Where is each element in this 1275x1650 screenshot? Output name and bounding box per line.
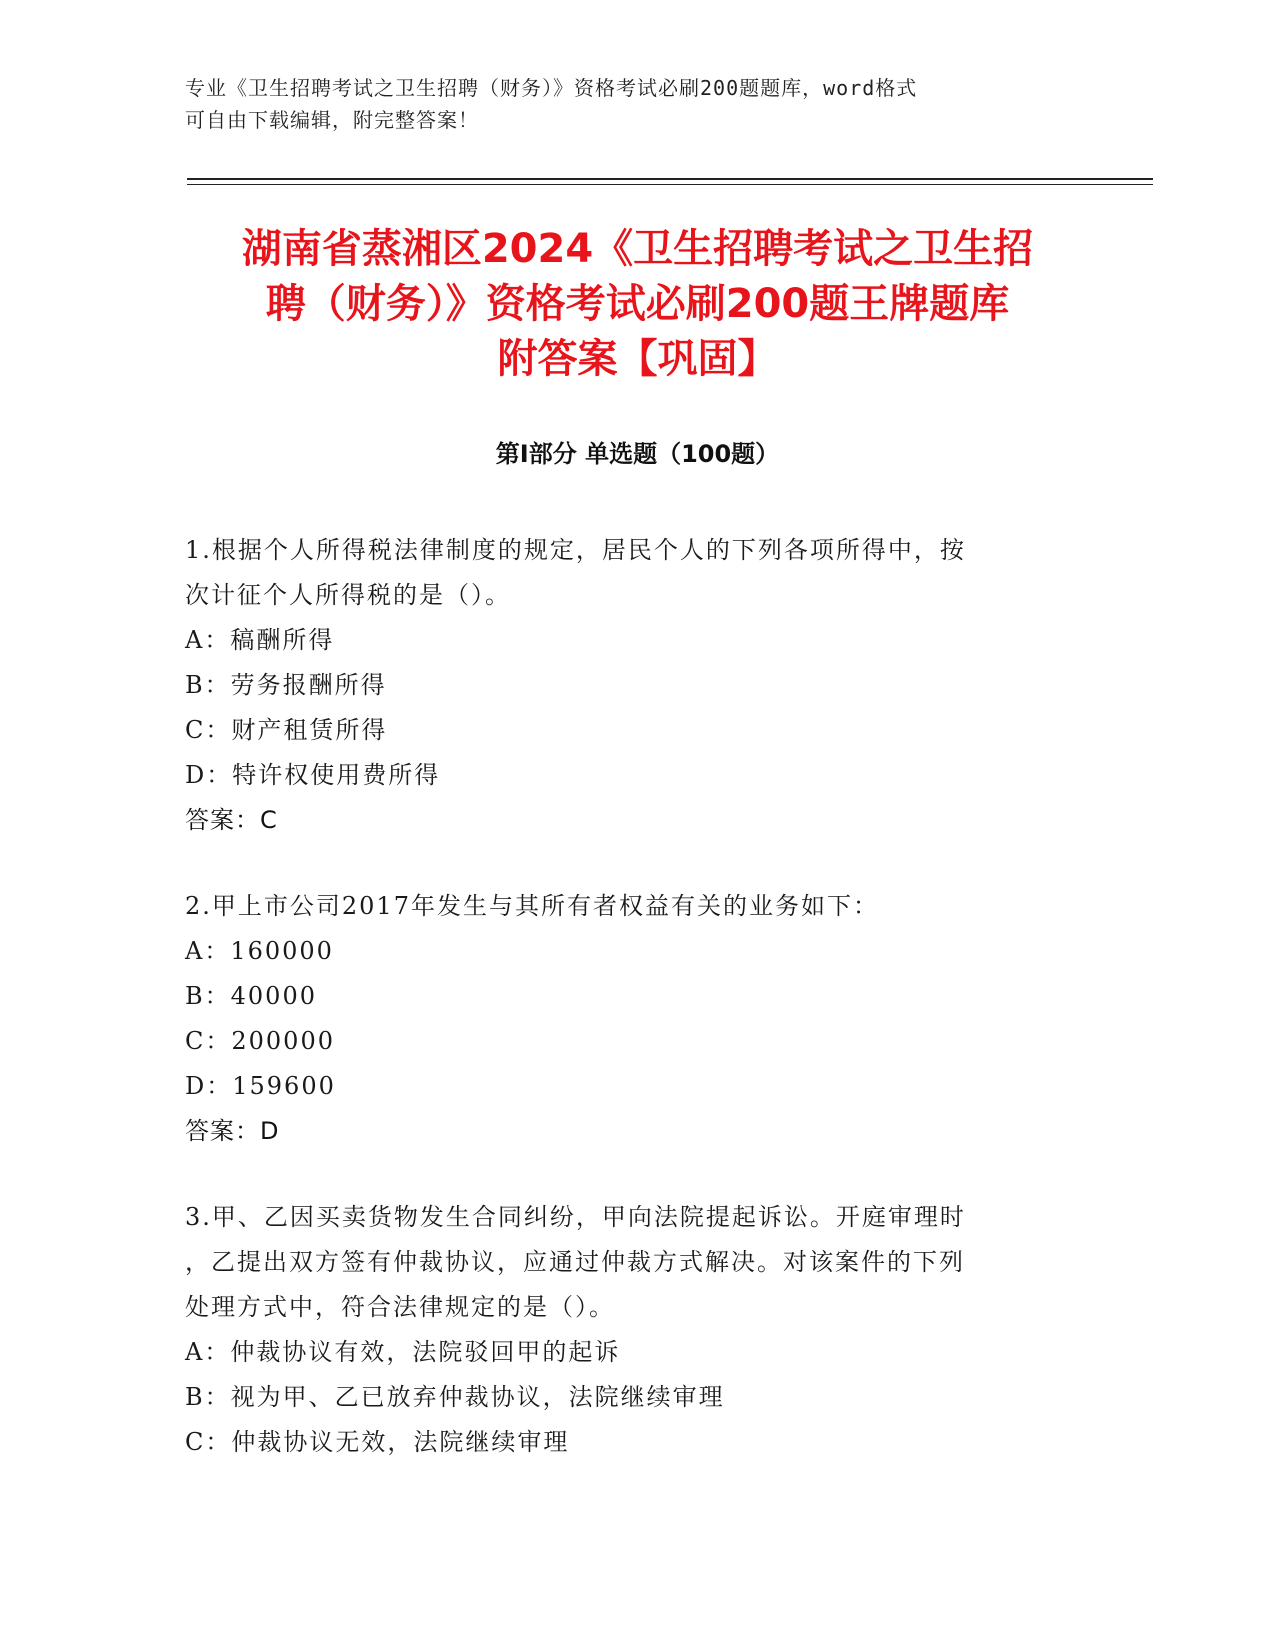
title-line-3: 附答案【巩固】 bbox=[497, 336, 778, 382]
question-stem-line: 1.根据个人所得税法律制度的规定，居民个人的下列各项所得中，按 bbox=[185, 536, 966, 564]
option-d: D：159600 bbox=[185, 1072, 336, 1100]
title-line-1: 湖南省蒸湘区2024《卫生招聘考试之卫生招 bbox=[241, 226, 1034, 272]
option-b: B：40000 bbox=[185, 982, 317, 1010]
option-b: B：视为甲、乙已放弃仲裁协议，法院继续审理 bbox=[185, 1383, 725, 1411]
option-b: B：劳务报酬所得 bbox=[185, 671, 387, 699]
question-stem-line: 2.甲上市公司2017年发生与其所有者权益有关的业务如下： bbox=[185, 892, 879, 920]
option-c: C：财产租赁所得 bbox=[185, 716, 388, 744]
header-rule-thin bbox=[187, 184, 1153, 185]
header-note-line-1: 专业《卫生招聘考试之卫生招聘（财务）》资格考试必刷200题题库，word格式 bbox=[185, 76, 918, 100]
header-note bbox=[185, 72, 1065, 136]
option-a: A：160000 bbox=[185, 937, 334, 965]
title-line-2: 聘（财务）》资格考试必刷200题王牌题库 bbox=[265, 281, 1010, 327]
question-stem-line: 3.甲、乙因买卖货物发生合同纠纷，甲向法院提起诉讼。开庭审理时 bbox=[185, 1203, 966, 1231]
question-2 bbox=[185, 884, 1065, 1154]
option-a: A：仲裁协议有效，法院驳回甲的起诉 bbox=[185, 1338, 621, 1366]
question-stem-line: 次计征个人所得税的是（）。 bbox=[185, 581, 511, 609]
question-3 bbox=[185, 1195, 1065, 1465]
question-stem-line: ，乙提出双方签有仲裁协议，应通过仲裁方式解决。对该案件的下列 bbox=[185, 1248, 965, 1276]
answer: 答案：D bbox=[185, 1117, 280, 1145]
question-stem-line: 处理方式中，符合法律规定的是（）。 bbox=[185, 1293, 615, 1321]
header-rule-thick bbox=[187, 178, 1153, 180]
option-c: C：仲裁协议无效，法院继续审理 bbox=[185, 1428, 570, 1456]
document-title bbox=[150, 222, 1125, 387]
header-note-line-2: 可自由下载编辑，附完整答案！ bbox=[185, 108, 479, 132]
option-d: D：特许权使用费所得 bbox=[185, 761, 441, 789]
section-title: 第Ⅰ部分 单选题（100题） bbox=[495, 440, 780, 468]
option-c: C：200000 bbox=[185, 1027, 335, 1055]
question-list bbox=[185, 528, 1065, 1506]
question-1 bbox=[185, 528, 1065, 843]
option-a: A：稿酬所得 bbox=[185, 626, 335, 654]
answer: 答案：C bbox=[185, 806, 278, 834]
